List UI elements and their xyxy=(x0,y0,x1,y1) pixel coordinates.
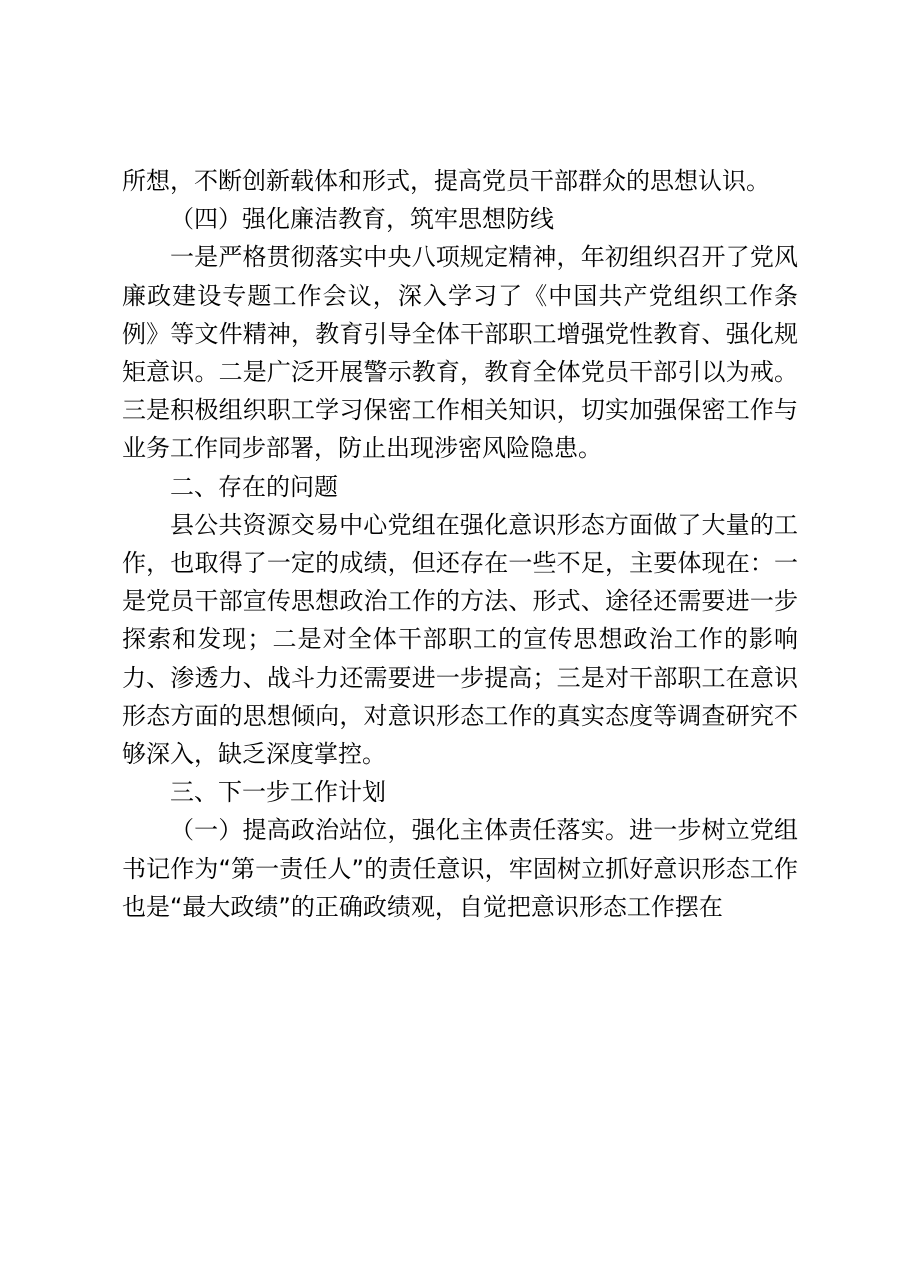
section-heading-problems: 二、存在的问题 xyxy=(170,472,338,501)
paragraph-problems: 县公共资源交易中心党组在强化意识形态方面做了大量的工作，也取得了一定的成绩，但还存在一些不足，主要体现在：一是党员干部宣传思想政治工作的方法、形式、途径还需要进一步探索和发现；二是对全体干部职工的宣传思想政治工作的影响力、渗透力、战斗力还需要进一步提高；三是对干部职工在意识形态方面的思想倾向，对意识形态工作的真实态度等调查研究不够深入，缺乏深度掌控。 xyxy=(122,510,798,769)
paragraph-integrity-education: 一是严格贯彻落实中央八项规定精神，年初组织召开了党风廉政建设专题工作会议，深入学习了《中国共产党组织工作条例》等文件精神，教育引导全体干部职工增强党性教育、强化规矩意识。二是广泛开展警示教育，教育全体党员干部引以为戒。三是积极组织职工学习保密工作相关知识，切实加强保密工作与业务工作同步部署，防止出现涉密风险隐患。 xyxy=(122,243,798,463)
section-heading-four: （四）强化廉洁教育，筑牢思想防线 xyxy=(170,205,554,234)
paragraph-continuation: 所想，不断创新载体和形式，提高党员干部群众的思想认识。 xyxy=(122,167,770,195)
document-body xyxy=(122,162,798,926)
section-heading-next-plan: 三、下一步工作计划 xyxy=(170,778,386,807)
paragraph-next-plan-one: （一）提高政治站位，强化主体责任落实。进一步树立党组书记作为“第一责任人”的责任意识，牢固树立抓好意识形态工作也是“最大政绩”的正确政绩观，自觉把意识形态工作摆在 xyxy=(122,816,798,921)
